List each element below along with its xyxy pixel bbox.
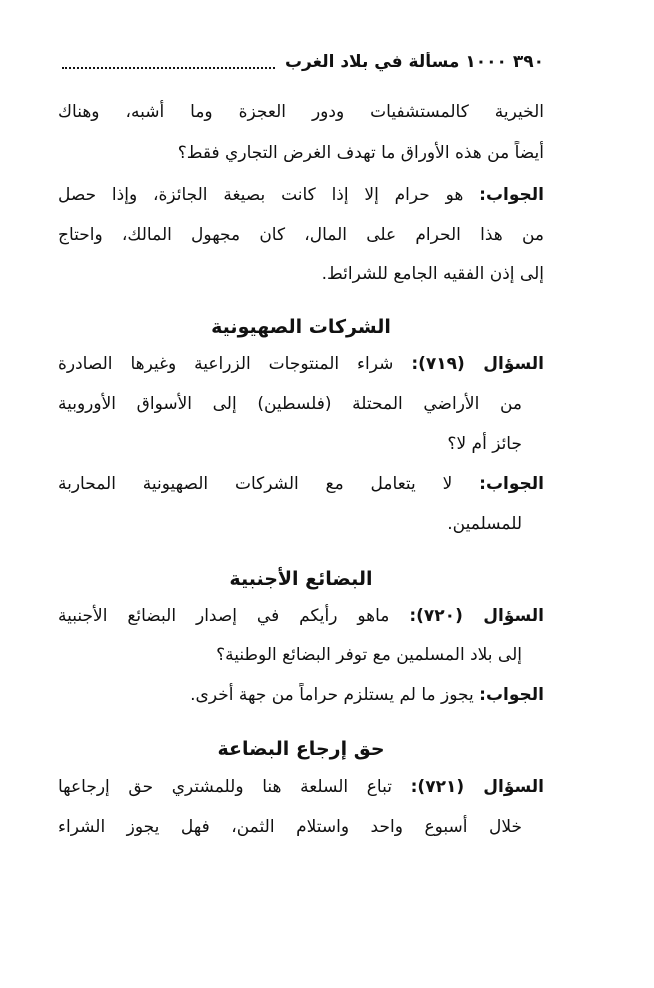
section-heading-foreign-goods: البضائع الأجنبية [229,568,373,590]
answer-718-line-1 [58,183,544,207]
question-719-line-1 [58,352,544,376]
question-720-line-1 [58,604,544,628]
question-text: ماهو رأيكم في إصدار البضائع الأجنبية [58,606,390,626]
answer-label: الجواب: [479,474,544,494]
book-title: ١٠٠٠ مسألة في بلاد الغرب [284,52,507,72]
page-number: ٣٩٠ [512,52,544,72]
answer-720-line-1 [58,683,544,707]
page-header [58,52,544,72]
answer-718-line-3: إلى إذن الفقيه الجامع للشرائط. [321,264,544,284]
question-721-line-1 [58,775,544,799]
question-label: السؤال (٧٢٠): [409,606,544,626]
section-heading-return-goods: حق إرجاع البضاعة [217,738,385,760]
question-719-line-2: من الأراضي المحتلة (فلسطين) إلى الأسواق الأوروبية [58,394,522,414]
intro-line-2: أيضاً من هذه الأوراق ما تهدف الغرض التجاري فقط؟ [177,143,544,163]
section-heading-zionist: الشركات الصهيونية [211,316,391,338]
answer-label: الجواب: [479,685,544,705]
answer-label: الجواب: [479,185,544,205]
question-text: شراء المنتوجات الزراعية وغيرها الصادرة [58,354,394,374]
header-dot-leader [62,55,275,69]
question-721-line-2: خلال أسبوع واحد واستلام الثمن، فهل يجوز الشراء [58,817,522,837]
answer-719-line-2: للمسلمين. [447,514,522,534]
answer-text: يجوز ما لم يستلزم حراماً من جهة أخرى. [190,685,474,705]
question-720-line-2: إلى بلاد المسلمين مع توفر البضائع الوطنية؟ [216,645,522,665]
question-label: السؤال (٧٢١): [410,777,544,797]
question-label: السؤال (٧١٩): [411,354,544,374]
answer-718-line-2: من هذا الحرام على المال، كان مجهول المالك، واحتاج [58,225,544,245]
question-719-line-3: جائز أم لا؟ [447,434,522,454]
answer-text: لا يتعامل مع الشركات الصهيونية المحاربة [58,474,453,494]
answer-text: هو حرام إلا إذا كانت بصيغة الجائزة، وإذا حصل [58,185,464,205]
answer-719-line-1 [58,472,544,496]
question-text: تباع السلعة هنا وللمشتري حق إرجاعها [58,777,392,797]
intro-line-1: الخيرية كالمستشفيات ودور العجزة وما أشبه، وهناك [58,102,544,122]
